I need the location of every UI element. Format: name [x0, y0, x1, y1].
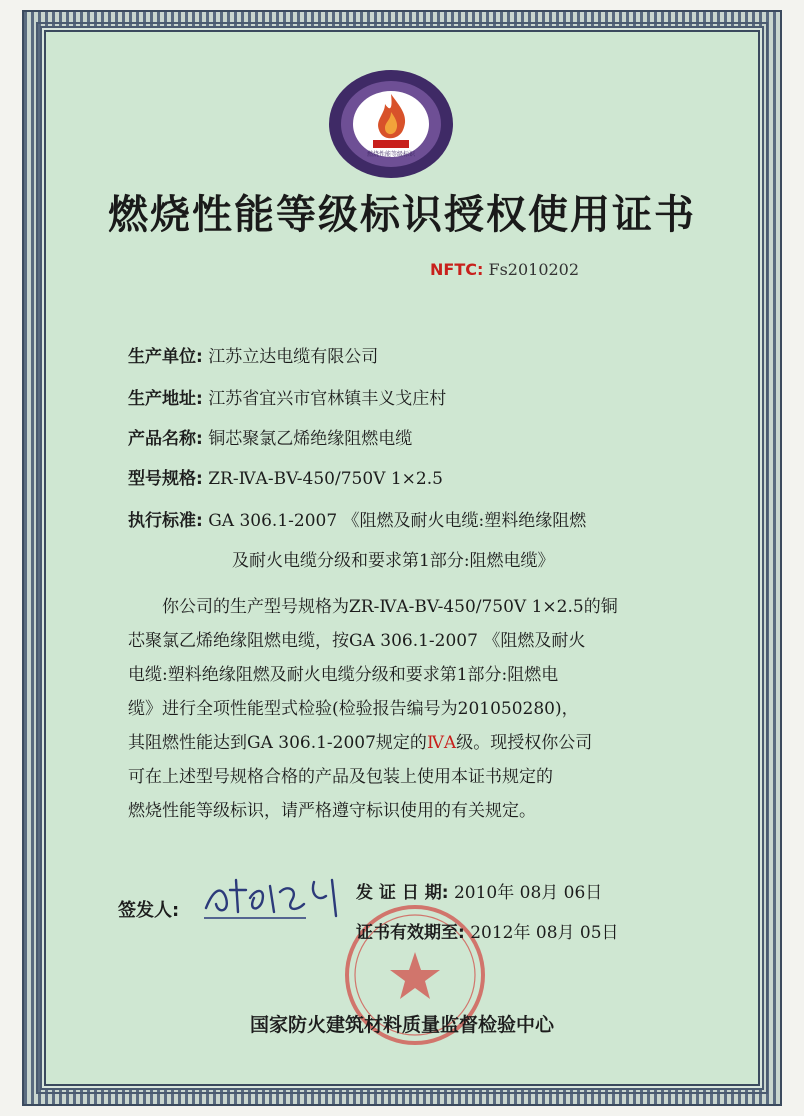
cert-number-prefix: NFTC:	[430, 260, 484, 279]
model-label: 型号规格:	[128, 469, 203, 489]
valid-until-label: 证书有效期至:	[356, 923, 465, 943]
product-row	[128, 424, 412, 449]
standard-value-line1: GA 306.1-2007 《阻燃及耐火电缆:塑料绝缘阻燃	[208, 511, 587, 531]
body-line: 你公司的生产型号规格为ZR-ⅣA-BV-450/750V 1×2.5的铜	[162, 597, 618, 617]
cert-number-value: Fs2010202	[488, 260, 580, 279]
valid-until-row	[356, 918, 619, 943]
producer-value: 江苏立达电缆有限公司	[208, 347, 379, 367]
body-line-part: 级。现授权你公司	[456, 733, 593, 753]
issue-date-label: 发 证 日 期:	[356, 883, 449, 903]
body-line: 可在上述型号规格合格的产品及包装上使用本证书规定的	[128, 767, 553, 787]
address-value: 江苏省宜兴市官林镇丰义戈庄村	[208, 389, 447, 409]
grade-highlight: ⅣA	[426, 733, 457, 753]
issue-date-row	[356, 878, 602, 903]
body-line: 燃烧性能等级标识，请严格遵守标识使用的有关规定。	[128, 801, 536, 821]
producer-label: 生产单位:	[128, 347, 203, 367]
body-line-part: 其阻燃性能达到GA 306.1-2007规定的	[128, 733, 427, 753]
product-value: 铜芯聚氯乙烯绝缘阻燃电缆	[208, 429, 413, 449]
standard-label: 执行标准:	[128, 511, 203, 531]
body-line: 缆》进行全项性能型式检验(检验报告编号为201050280)，	[128, 699, 579, 719]
logo-small-text: 燃烧性能等级标识	[366, 151, 416, 158]
valid-until-value: 2012年 08月 05日	[470, 923, 619, 943]
body-line: 电缆:塑料绝缘阻燃及耐火电缆分级和要求第1部分:阻燃电	[128, 665, 559, 685]
model-row	[128, 464, 443, 489]
producer-row	[128, 342, 378, 367]
issuing-authority: 国家防火建筑材料质量监督检验中心	[249, 1014, 554, 1036]
standard-value-line2: 及耐火电缆分级和要求第1部分:阻燃电缆》	[232, 551, 555, 571]
standard-row	[128, 506, 586, 531]
certificate-number	[430, 260, 579, 279]
nftc-emblem-logo	[327, 68, 455, 180]
body-line: 芯聚氯乙烯绝缘阻燃电缆，按GA 306.1-2007 《阻燃及耐火	[128, 631, 586, 651]
model-value: ZR-ⅣA-BV-450/750V 1×2.5	[208, 469, 443, 489]
address-label: 生产地址:	[128, 389, 203, 409]
issue-date-value: 2010年 08月 06日	[453, 883, 603, 903]
address-row	[128, 384, 446, 409]
certificate-title: 燃烧性能等级标识授权使用证书	[108, 192, 696, 238]
authorization-text	[128, 590, 668, 828]
product-label: 产品名称:	[128, 429, 203, 449]
signer-label: 签发人:	[118, 900, 180, 921]
body-line	[128, 726, 668, 760]
